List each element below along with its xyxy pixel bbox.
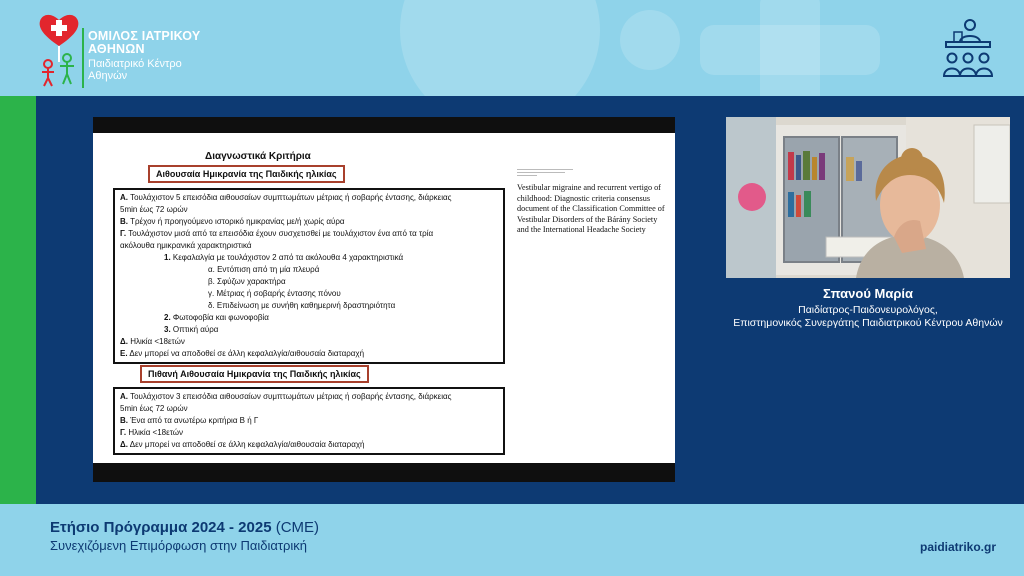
- section2-criteria-box: [113, 387, 505, 455]
- criteria-line: Β. Τρέχον ή προηγούμενο ιστορικό ημικρανίας με/ή χωρίς αύρα: [120, 217, 345, 226]
- criteria-line: Δ. Ηλικία <18ετών: [120, 337, 185, 346]
- heart-cross-children-icon: [36, 10, 82, 88]
- reference-fine-print: [517, 167, 577, 178]
- criteria-line: α. Εντόπιση από τη μία πλευρά: [208, 265, 320, 274]
- criteria-line: Α. Τουλάχιστον 3 επεισόδια αιθουσαίων συμπτωμάτων μέτριας ή σοβαρής έντασης, διάρκειας: [120, 392, 452, 401]
- logo-title-line2: ΑΘΗΝΩΝ: [88, 42, 145, 56]
- logo-title-line1: ΟΜΙΛΟΣ ΙΑΤΡΙΚΟΥ: [88, 29, 201, 43]
- reference-citation: Vestibular migraine and recurrent vertigo of childhood: Diagnostic criteria consensus document of the Classification Committee of Vestibular Disorders of the Bárány Society and the International Headache Society: [517, 183, 665, 234]
- presentation-slide: [93, 133, 675, 463]
- section1-criteria-box: [113, 188, 505, 364]
- criteria-line: β. Σφύζων χαρακτήρα: [208, 277, 286, 286]
- section2-header: [140, 365, 369, 383]
- criteria-line: γ. Μέτριας ή σοβαρής έντασης πόνου: [208, 289, 341, 298]
- logo-divider: [82, 28, 84, 88]
- criteria-line: 1. Κεφαλαλγία με τουλάχιστον 2 από τα ακόλουθα 4 χαρακτηριστικά: [164, 253, 404, 262]
- program-tag: (CME): [271, 519, 320, 536]
- criteria-line: Α. Τουλάχιστον 5 επεισόδια αιθουσαίων συμπτωμάτων μέτριας ή σοβαρής έντασης, διάρκειας: [120, 193, 452, 202]
- logo-sub-line1: Παιδιατρικό Κέντρο: [88, 58, 182, 70]
- criteria-line: Γ. Τουλάχιστον μισά από τα επεισόδια έχουν συσχετισθεί με τουλάχιστον ένα από τα τρία: [120, 229, 434, 238]
- speaker-name: Σπανού Μαρία: [823, 286, 913, 301]
- program-subtitle: Συνεχιζόμενη Επιμόρφωση στην Παιδιατρική: [50, 538, 308, 553]
- logo: [36, 8, 216, 88]
- speaker-role: Παιδίατρος-Παιδονευρολόγος,: [798, 304, 938, 316]
- decorative-circle: [400, 0, 600, 96]
- criteria-line: Β. Ένα από τα ανωτέρω κριτήρια Β ή Γ: [120, 416, 259, 425]
- criteria-line: Ε. Δεν μπορεί να αποδοθεί σε άλλη κεφαλαλγία/αιθουσαία διαταραχή: [120, 349, 365, 358]
- speaker-affiliation: Επιστημονικός Συνεργάτης Παιδιατρικού Κέντρου Αθηνών: [733, 317, 1003, 329]
- criteria-line: Γ. Ηλικία <18ετών: [120, 428, 183, 437]
- section1-header: [148, 165, 345, 183]
- website-link[interactable]: paidiatriko.gr: [919, 540, 996, 554]
- decorative-circle: [620, 10, 680, 70]
- audience-lecture-icon: [940, 18, 996, 80]
- decorative-cross: [700, 25, 880, 75]
- slide-title: Διαγνωστικά Κριτήρια: [205, 151, 311, 162]
- speaker-video: [726, 117, 1010, 278]
- criteria-line: Δ. Δεν μπορεί να αποδοθεί σε άλλη κεφαλαλγία/αιθουσαία διαταραχή: [120, 440, 365, 449]
- criteria-line: 5min έως 72 ωρών: [120, 404, 188, 413]
- speaker-video-frame: [726, 117, 1010, 278]
- criteria-line: δ. Επιδείνωση με συνήθη καθημερινή δραστηριότητα: [208, 301, 396, 310]
- criteria-line: ακόλουθα ημικρανικά χαρακτηριστικά: [120, 241, 252, 250]
- section1-header-text: Αιθουσαία Ημικρανία της Παιδικής ηλικίας: [156, 169, 337, 179]
- criteria-line: 5min έως 72 ωρών: [120, 205, 188, 214]
- criteria-line: 2. Φωτοφοβία και φωνοφοβία: [164, 313, 269, 322]
- criteria-line: 3. Οπτική αύρα: [164, 325, 219, 334]
- logo-sub-line2: Αθηνών: [88, 70, 128, 82]
- program-title-strong: Ετήσιο Πρόγραμμα 2024 - 2025: [50, 519, 272, 536]
- green-accent-strip: [0, 96, 36, 504]
- section2-header-text: Πιθανή Αιθουσαία Ημικρανία της Παιδικής ηλικίας: [148, 369, 361, 379]
- logo-subtitle: [88, 58, 182, 82]
- program-title: [50, 519, 319, 536]
- logo-title: [88, 30, 200, 56]
